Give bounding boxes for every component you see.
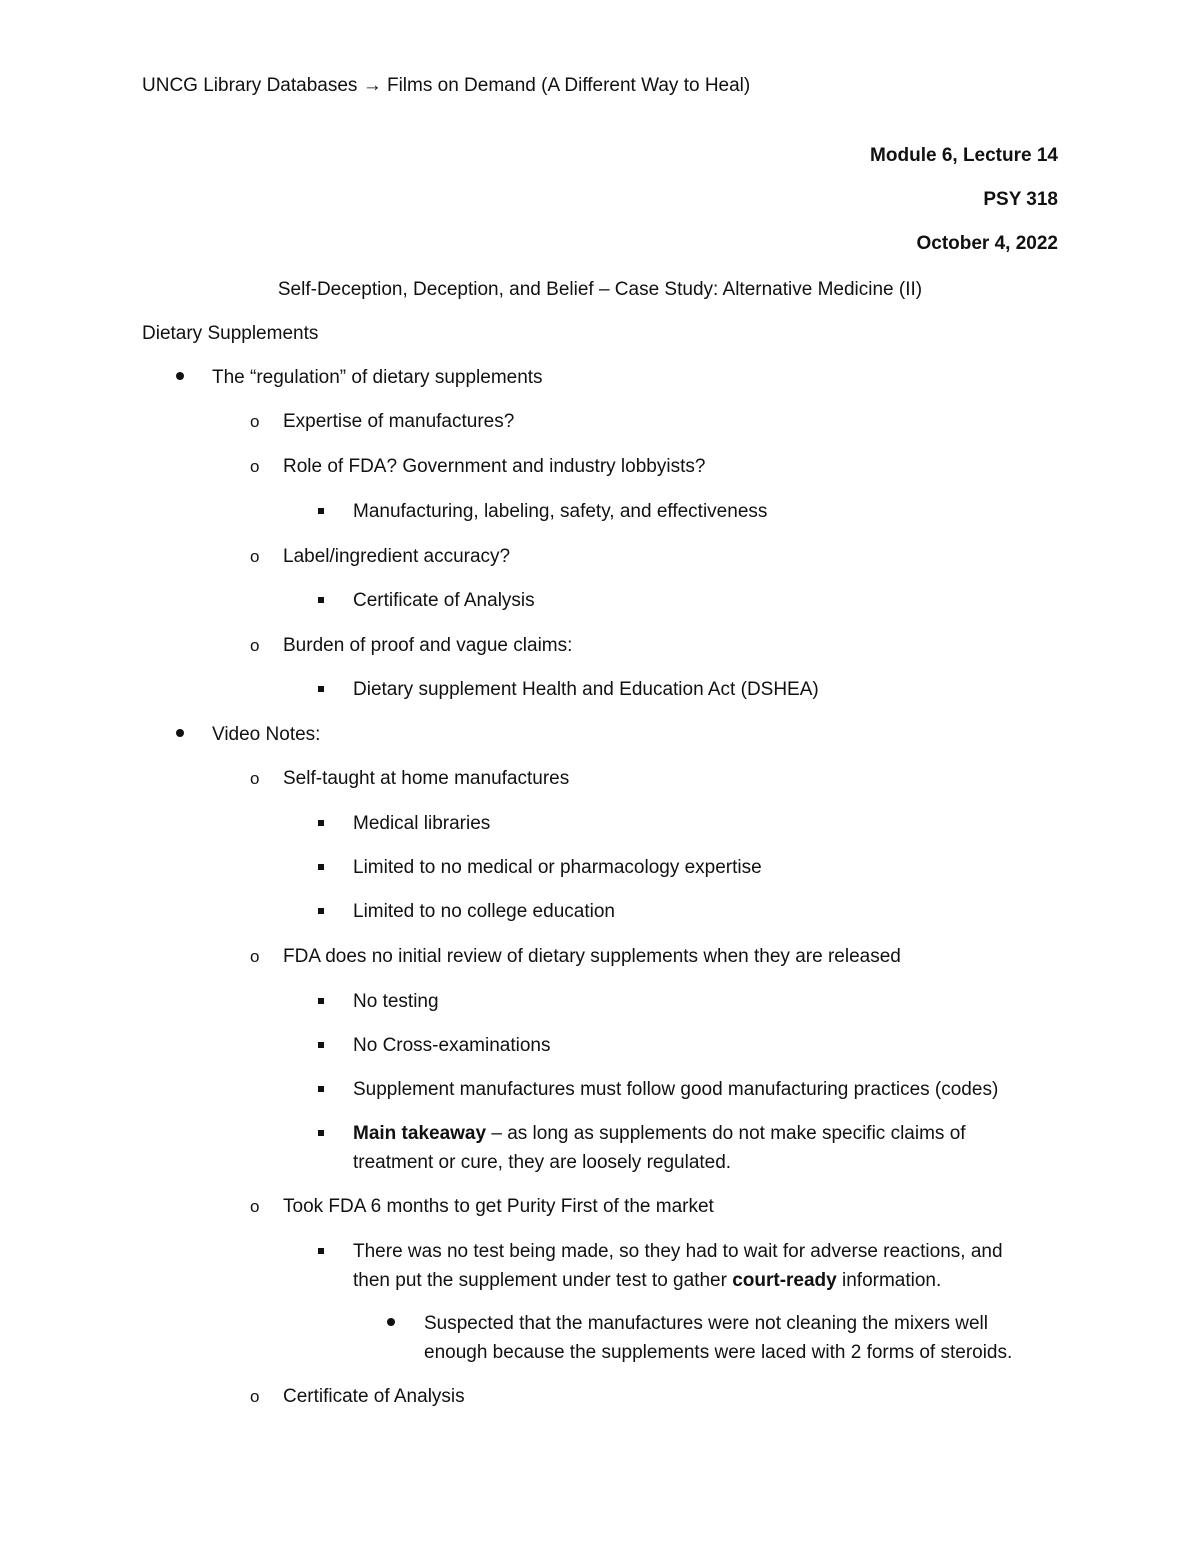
circle-bullet-icon: o <box>250 636 260 655</box>
outline-item-level3: Limited to no college education <box>353 901 615 922</box>
court-ready-label: court-ready <box>732 1270 837 1291</box>
outline-item-level1: Video Notes: <box>212 724 321 745</box>
square-bullet-icon <box>318 597 324 603</box>
circle-bullet-icon: o <box>250 1387 260 1406</box>
outline-item-level2: Certificate of Analysis <box>283 1386 465 1407</box>
outline-item-level1: The “regulation” of dietary supplements <box>212 367 543 388</box>
takeaway-text: – as long as supplements do not make specific claims of <box>486 1123 966 1144</box>
bullet-icon <box>176 372 184 380</box>
document-title: Self-Deception, Deception, and Belief – Case Study: Alternative Medicine (II) <box>277 279 923 300</box>
source-suffix: Films on Demand (A Different Way to Heal) <box>381 75 751 96</box>
outline-item-level3: Medical libraries <box>353 813 491 834</box>
outline-item-level3: No Cross-examinations <box>353 1035 551 1056</box>
arrow-icon: → <box>362 75 382 96</box>
square-bullet-icon <box>318 1130 324 1136</box>
bullet-icon <box>387 1318 395 1326</box>
outline-item-level2: Expertise of manufactures? <box>283 411 515 432</box>
square-bullet-icon <box>318 1248 324 1254</box>
square-bullet-icon <box>318 998 324 1004</box>
outline-item-level2: Took FDA 6 months to get Purity First of the market <box>283 1196 714 1217</box>
section-heading: Dietary Supplements <box>142 323 319 344</box>
square-bullet-icon <box>318 908 324 914</box>
takeaway-label: Main takeaway <box>353 1123 487 1144</box>
date-label: October 4, 2022 <box>916 233 1058 254</box>
outline-item-level2: Self-taught at home manufactures <box>283 768 570 789</box>
square-bullet-icon <box>318 1086 324 1092</box>
circle-bullet-icon: o <box>250 769 260 788</box>
outline-item-level2: Role of FDA? Government and industry lobbyists? <box>283 456 706 477</box>
bullet-icon <box>176 729 184 737</box>
module-label: Module 6, Lecture 14 <box>870 145 1058 166</box>
square-bullet-icon <box>318 686 324 692</box>
square-bullet-icon <box>318 1042 324 1048</box>
outline-item-level4: Suspected that the manufactures were not cleaning the mixers well <box>424 1313 988 1334</box>
square-bullet-icon <box>318 508 324 514</box>
outline-item-continuation <box>353 1269 941 1293</box>
outline-item-level2: Label/ingredient accuracy? <box>283 546 511 567</box>
outline-item-continuation: enough because the supplements were laced with 2 forms of steroids. <box>424 1342 1013 1363</box>
course-label: PSY 318 <box>983 189 1058 210</box>
continuation-text-a: then put the supplement under test to gather <box>353 1270 733 1291</box>
square-bullet-icon <box>318 820 324 826</box>
outline-item-level2: Burden of proof and vague claims: <box>283 635 573 656</box>
outline-item-level3: Certificate of Analysis <box>353 590 535 611</box>
continuation-text-b: information. <box>836 1270 942 1291</box>
outline-item-level3: Manufacturing, labeling, safety, and effectiveness <box>353 501 768 522</box>
circle-bullet-icon: o <box>250 547 260 566</box>
outline-item-level2: FDA does no initial review of dietary supplements when they are released <box>283 946 901 967</box>
outline-item-level3: Supplement manufactures must follow good manufacturing practices (codes) <box>353 1079 999 1100</box>
circle-bullet-icon: o <box>250 1197 260 1216</box>
source-prefix: UNCG Library Databases <box>142 75 363 96</box>
square-bullet-icon <box>318 864 324 870</box>
circle-bullet-icon: o <box>250 457 260 476</box>
outline-item-level3: There was no test being made, so they had to wait for adverse reactions, and <box>353 1241 1003 1262</box>
circle-bullet-icon: o <box>250 412 260 431</box>
outline-item-level3 <box>353 1122 966 1146</box>
source-line <box>142 74 750 98</box>
outline-item-level3: Dietary supplement Health and Education Act (DSHEA) <box>353 679 819 700</box>
takeaway-continuation: treatment or cure, they are loosely regulated. <box>353 1152 732 1173</box>
outline-item-level3: Limited to no medical or pharmacology expertise <box>353 857 762 878</box>
circle-bullet-icon: o <box>250 947 260 966</box>
outline-item-level3: No testing <box>353 991 439 1012</box>
